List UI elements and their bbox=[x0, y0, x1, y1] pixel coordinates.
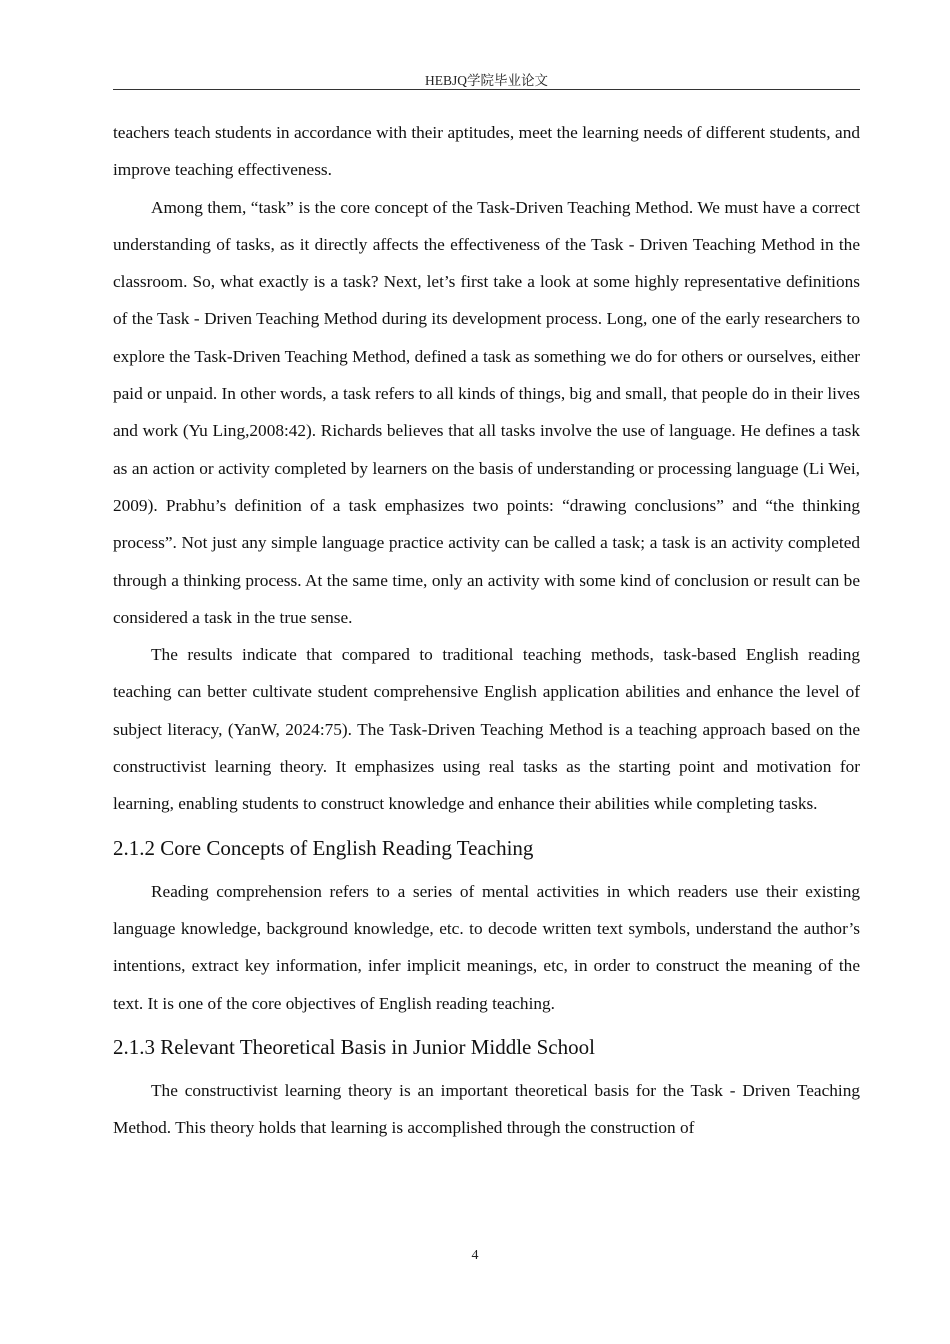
header-divider bbox=[113, 89, 860, 90]
paragraph-reading-comprehension: Reading comprehension refers to a series of mental activities in which readers use their existing language knowledge, background knowledge, etc. to decode written text symbols, understand the author’s intentions, extract key information, infer implicit meanings, etc, in order to construct the meaning of the text. It is one of the core objectives of English reading teaching. bbox=[113, 881, 860, 1013]
page-number: 4 bbox=[471, 1248, 479, 1263]
paragraph-continuation: teachers teach students in accordance with their aptitudes, meet the learning needs of different students, and improve teaching effectiveness. bbox=[113, 123, 860, 180]
page-body bbox=[113, 114, 860, 1146]
section-heading-2-1-2: 2.1.2 Core Concepts of English Reading Teaching bbox=[113, 835, 534, 860]
paragraph-results: The results indicate that compared to traditional teaching methods, task-based English reading teaching can better cultivate student comprehensive English application abilities and enhance the level of subject literacy, (YanW, 2024:75). The Task-Driven Teaching Method is a teaching approach based on the constructivist learning theory. It emphasizes using real tasks as the starting point and motivation for learning, enabling students to construct knowledge and enhance their abilities while completing tasks. bbox=[113, 645, 860, 814]
section-heading-2-1-3: 2.1.3 Relevant Theoretical Basis in Junior Middle School bbox=[113, 1034, 595, 1059]
paragraph-task-definition: Among them, “task” is the core concept of the Task-Driven Teaching Method. We must have a correct understanding of tasks, as it directly affects the effectiveness of the Task - Driven Teaching Method in the classroom. So, what exactly is a task? Next, let’s first take a look at some highly representative definitions of the Task - Driven Teaching Method during its development process. Long, one of the early researchers to explore the Task-Driven Teaching Method, defined a task as something we do for others or ourselves, either paid or unpaid. In other words, a task refers to all kinds of things, big and small, that people do in their lives and work (Yu Ling,2008:42). Richards believes that all tasks involve the use of language. He defines a task as an action or activity completed by learners on the basis of understanding or processing language (Li Wei, 2009). Prabhu’s definition of a task emphasizes two points: “drawing conclusions” and “the thinking process”. Not just any simple language practice activity can be called a task; a task is an activity completed through a thinking process. At the same time, only an activity with some kind of conclusion or result can be considered a task in the true sense. bbox=[113, 197, 860, 627]
running-header: HEBJQ学院毕业论文 bbox=[424, 73, 548, 88]
paragraph-constructivist: The constructivist learning theory is an important theoretical basis for the Task - Driven Teaching Method. This theory holds that learning is accomplished through the construction of bbox=[113, 1080, 860, 1138]
